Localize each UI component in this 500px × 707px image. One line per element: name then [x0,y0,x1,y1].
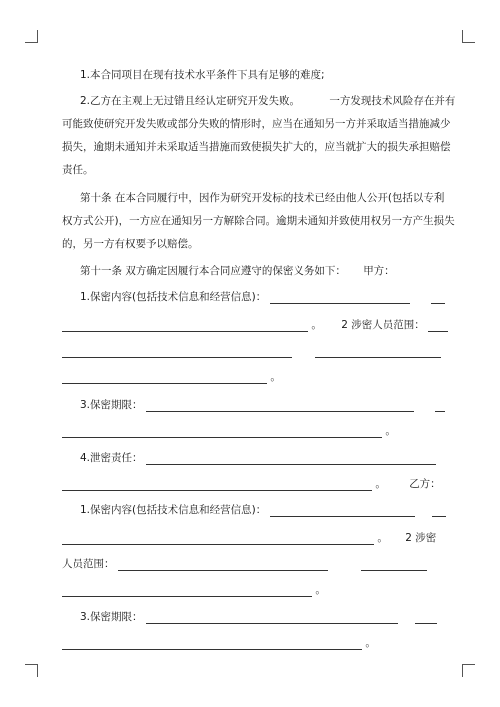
item-2-line-3: 损失，逾期未通知并未采取适当措施而致使损失扩大的，应当就扩大的损失承担赔偿 [62,141,451,153]
party-b-period-cont: 。 [62,636,376,650]
item-1: 1.本合同项目在现有技术水平条件下具有足够的难度; [80,69,325,81]
crop-mark-top-right [462,30,475,43]
crop-mark-top-left [25,30,38,43]
party-b-period-field[interactable] [146,611,398,624]
article-11-intro: 第十一条 双方确定因履行本合同应遵守的保密义务如下： 甲方： [80,265,395,277]
party-b-scope-field[interactable] [118,558,328,571]
party-a-period-cont: 。 [62,424,396,438]
article-10-line-2: 权方式公开)，一方应在通知另一方解除合同。逾期未通知并致使用权另一方产生损失 [62,215,455,227]
party-b-period-field-2[interactable] [62,637,362,650]
party-a-content-row: 1.保密内容(包括技术信息和经营信息)： [80,290,445,304]
item-2-line-2: 可能致使研究开发失败或部分失败的情形时，应当在通知另一方并采取适当措施减少 [62,118,451,130]
party-b-content-field-2[interactable] [62,532,374,545]
party-b-period-row: 3.保密期限： [80,610,437,624]
party-b-content-cont: 。 2 涉密 [62,531,436,545]
party-a-content-field-end[interactable] [431,291,445,304]
item-2: 2.乙方在主观上无过错且经认定研究开发失败。 一方发现技术风险存在并有 [80,95,456,107]
party-b-scope-row: 人员范围： [62,557,427,571]
party-b-scope-end: 。 [62,583,326,597]
party-b-content-row: 1.保密内容(包括技术信息和经营信息)： [80,503,446,517]
party-b-scope-field-3[interactable] [62,584,312,597]
party-a-liability-field[interactable] [146,452,436,465]
party-b-content-field[interactable] [270,504,415,517]
party-a-content-field-cont[interactable] [62,319,308,332]
party-a-scope-row: 。 2 涉密人员范围： [62,318,448,332]
party-a-period-field-end[interactable] [435,399,445,412]
crop-mark-bottom-left [25,664,38,677]
party-a-liability-row: 4.泄密责任： [80,451,436,465]
item-2-line-4: 责任。 [62,164,94,176]
party-a-period-field-2[interactable] [62,425,382,438]
party-b-scope-field-2[interactable] [361,558,427,571]
party-a-scope-field-2[interactable] [62,345,292,358]
party-b-label: 乙方： [409,478,441,490]
crop-mark-bottom-right [462,664,475,677]
party-a-scope-cont [62,344,441,358]
article-10-line-3: 的，另一方有权要予以赔偿。 [62,238,199,250]
party-b-period-field-end[interactable] [415,611,437,624]
party-a-period-row: 3.保密期限： [80,398,445,412]
party-a-scope-field-3[interactable] [315,345,441,358]
party-a-content-field[interactable] [270,291,410,304]
party-a-scope-end: 。 [62,370,281,384]
article-10-line-1: 第十条 在本合同履行中，因作为研究开发标的技术已经由他人公开(包括以专利 [80,192,445,204]
party-b-content-field-end[interactable] [432,504,446,517]
party-a-scope-field[interactable] [428,319,448,332]
party-a-period-field[interactable] [146,399,414,412]
party-a-liability-cont: 。 乙方： [62,477,441,491]
party-a-scope-field-4[interactable] [62,371,267,384]
party-a-label: 甲方： [363,265,395,277]
party-a-liability-field-2[interactable] [62,478,372,491]
